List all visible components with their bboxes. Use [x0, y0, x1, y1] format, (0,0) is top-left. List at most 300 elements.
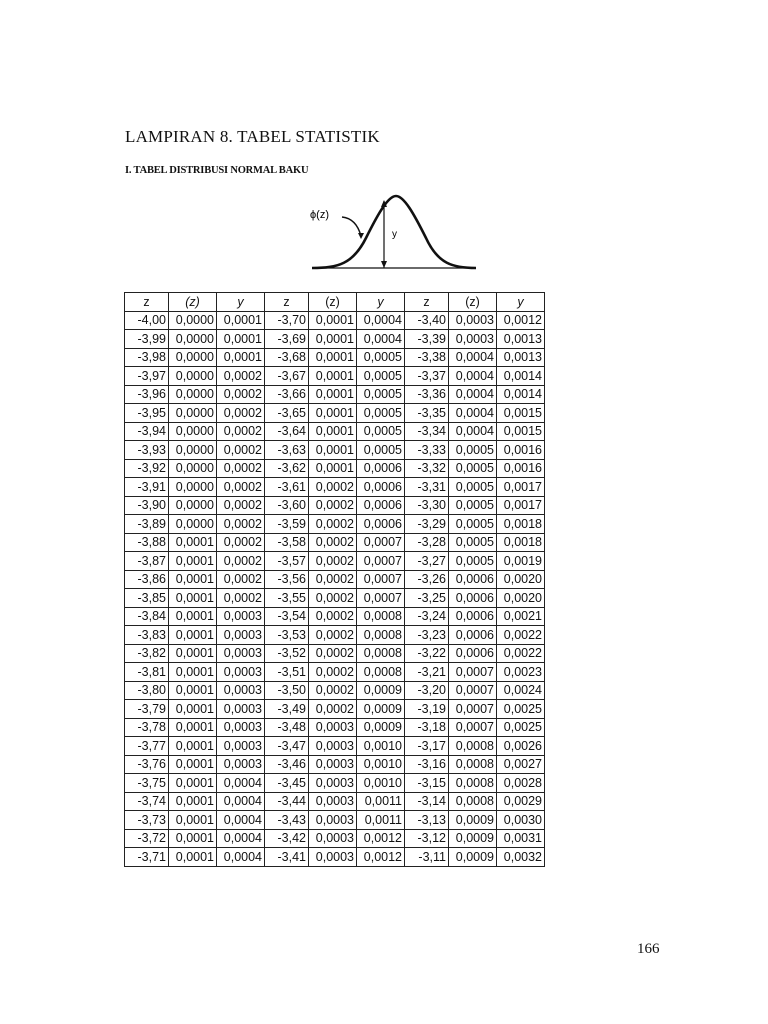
- table-cell: -3,50: [265, 681, 309, 700]
- table-cell: 0,0003: [217, 700, 265, 719]
- table-cell: -3,15: [405, 774, 449, 793]
- table-cell: 0,0001: [309, 311, 357, 330]
- table-cell: -3,94: [125, 422, 169, 441]
- table-cell: -3,29: [405, 515, 449, 534]
- table-cell: -3,59: [265, 515, 309, 534]
- table-cell: 0,0003: [217, 663, 265, 682]
- table-cell: -3,72: [125, 829, 169, 848]
- table-cell: -3,18: [405, 718, 449, 737]
- table-cell: -3,35: [405, 404, 449, 423]
- table-cell: 0,0004: [357, 311, 405, 330]
- table-cell: -3,39: [405, 330, 449, 349]
- table-row: [125, 311, 545, 330]
- table-cell: -4,00: [125, 311, 169, 330]
- phi-pointer-arrowhead: [358, 233, 364, 239]
- header-phi-z: (z): [169, 293, 217, 312]
- table-cell: -3,75: [125, 774, 169, 793]
- table-cell: -3,77: [125, 737, 169, 756]
- table-row: [125, 404, 545, 423]
- table-row: [125, 737, 545, 756]
- table-cell: 0,0012: [357, 829, 405, 848]
- table-cell: 0,0001: [169, 774, 217, 793]
- table-row: [125, 385, 545, 404]
- table-cell: 0,0002: [309, 626, 357, 645]
- table-cell: -3,49: [265, 700, 309, 719]
- table-cell: 0,0001: [169, 626, 217, 645]
- table-cell: 0,0000: [169, 348, 217, 367]
- table-cell: 0,0001: [169, 589, 217, 608]
- table-cell: 0,0004: [449, 422, 497, 441]
- table-cell: -3,80: [125, 681, 169, 700]
- table-cell: 0,0002: [309, 607, 357, 626]
- table-cell: 0,0001: [309, 404, 357, 423]
- table-cell: 0,0003: [217, 626, 265, 645]
- table-cell: 0,0005: [357, 367, 405, 386]
- table-cell: 0,0000: [169, 459, 217, 478]
- table-cell: -3,55: [265, 589, 309, 608]
- table-cell: 0,0003: [217, 607, 265, 626]
- table-row: [125, 681, 545, 700]
- table-cell: -3,38: [405, 348, 449, 367]
- table-cell: 0,0002: [217, 570, 265, 589]
- table-cell: 0,0000: [169, 330, 217, 349]
- table-row: [125, 663, 545, 682]
- table-row: [125, 755, 545, 774]
- table-cell: -3,60: [265, 496, 309, 515]
- table-cell: -3,97: [125, 367, 169, 386]
- table-cell: -3,66: [265, 385, 309, 404]
- table-cell: 0,0007: [449, 681, 497, 700]
- table-cell: 0,0000: [169, 515, 217, 534]
- table-cell: -3,91: [125, 478, 169, 497]
- table-cell: 0,0004: [217, 848, 265, 867]
- table-cell: 0,0001: [309, 367, 357, 386]
- table-cell: 0,0009: [357, 700, 405, 719]
- table-cell: 0,0009: [449, 811, 497, 830]
- table-cell: 0,0021: [497, 607, 545, 626]
- table-cell: -3,56: [265, 570, 309, 589]
- table-cell: -3,44: [265, 792, 309, 811]
- table-cell: 0,0000: [169, 441, 217, 460]
- table-cell: 0,0009: [449, 848, 497, 867]
- table-cell: -3,67: [265, 367, 309, 386]
- table-cell: 0,0004: [449, 404, 497, 423]
- table-cell: 0,0003: [217, 737, 265, 756]
- table-cell: 0,0002: [217, 404, 265, 423]
- table-cell: -3,36: [405, 385, 449, 404]
- table-cell: 0,0005: [449, 478, 497, 497]
- table-cell: -3,84: [125, 607, 169, 626]
- header-phi-z: (z): [449, 293, 497, 312]
- table-row: [125, 348, 545, 367]
- table-cell: -3,88: [125, 533, 169, 552]
- table-cell: -3,70: [265, 311, 309, 330]
- table-cell: 0,0005: [449, 441, 497, 460]
- table-row: [125, 422, 545, 441]
- table-cell: 0,0008: [357, 607, 405, 626]
- table-cell: 0,0000: [169, 404, 217, 423]
- table-row: [125, 774, 545, 793]
- table-cell: -3,25: [405, 589, 449, 608]
- table-cell: 0,0004: [217, 774, 265, 793]
- table-cell: 0,0001: [309, 422, 357, 441]
- table-cell: 0,0011: [357, 811, 405, 830]
- table-cell: 0,0017: [497, 496, 545, 515]
- table-cell: 0,0005: [449, 459, 497, 478]
- table-cell: -3,99: [125, 330, 169, 349]
- table-cell: 0,0005: [449, 533, 497, 552]
- table-cell: 0,0013: [497, 330, 545, 349]
- table-cell: 0,0002: [217, 367, 265, 386]
- table-cell: -3,33: [405, 441, 449, 460]
- table-cell: 0,0009: [357, 718, 405, 737]
- table-cell: -3,76: [125, 755, 169, 774]
- table-cell: 0,0003: [217, 644, 265, 663]
- normal-curve-figure: [308, 188, 480, 276]
- table-cell: -3,12: [405, 829, 449, 848]
- table-row: [125, 367, 545, 386]
- table-cell: -3,86: [125, 570, 169, 589]
- table-cell: 0,0002: [217, 385, 265, 404]
- table-cell: 0,0002: [309, 700, 357, 719]
- table-cell: 0,0010: [357, 774, 405, 793]
- table-cell: 0,0002: [309, 533, 357, 552]
- table-cell: 0,0006: [449, 626, 497, 645]
- table-cell: 0,0002: [217, 422, 265, 441]
- table-cell: 0,0006: [357, 478, 405, 497]
- table-cell: 0,0006: [357, 496, 405, 515]
- table-cell: 0,0002: [217, 478, 265, 497]
- table-cell: 0,0006: [357, 515, 405, 534]
- table-cell: -3,13: [405, 811, 449, 830]
- table-cell: -3,27: [405, 552, 449, 571]
- table-cell: 0,0007: [449, 718, 497, 737]
- table-cell: 0,0002: [217, 496, 265, 515]
- header-y: y: [497, 293, 545, 312]
- table-cell: -3,85: [125, 589, 169, 608]
- table-cell: -3,26: [405, 570, 449, 589]
- table-row: [125, 589, 545, 608]
- table-cell: 0,0006: [449, 589, 497, 608]
- header-z: z: [265, 293, 309, 312]
- table-cell: 0,0008: [357, 626, 405, 645]
- y-arrow-bottom: [381, 261, 387, 268]
- table-cell: 0,0000: [169, 385, 217, 404]
- table-cell: -3,83: [125, 626, 169, 645]
- table-cell: 0,0000: [169, 311, 217, 330]
- table-cell: -3,20: [405, 681, 449, 700]
- table-cell: 0,0001: [169, 737, 217, 756]
- table-cell: 0,0015: [497, 404, 545, 423]
- table-cell: -3,69: [265, 330, 309, 349]
- table-cell: 0,0023: [497, 663, 545, 682]
- table-cell: 0,0031: [497, 829, 545, 848]
- table-cell: -3,57: [265, 552, 309, 571]
- table-cell: 0,0025: [497, 718, 545, 737]
- header-phi-z: (z): [309, 293, 357, 312]
- table-cell: 0,0014: [497, 367, 545, 386]
- table-cell: -3,79: [125, 700, 169, 719]
- table-cell: 0,0011: [357, 792, 405, 811]
- table-row: [125, 811, 545, 830]
- table-cell: 0,0000: [169, 496, 217, 515]
- page-title: LAMPIRAN 8. TABEL STATISTIK: [125, 127, 380, 146]
- table-cell: 0,0026: [497, 737, 545, 756]
- table-cell: 0,0029: [497, 792, 545, 811]
- table-cell: -3,87: [125, 552, 169, 571]
- table-cell: 0,0002: [309, 478, 357, 497]
- table-cell: -3,92: [125, 459, 169, 478]
- table-cell: -3,61: [265, 478, 309, 497]
- table-cell: 0,0004: [217, 811, 265, 830]
- table-cell: 0,0001: [169, 681, 217, 700]
- table-cell: 0,0003: [309, 848, 357, 867]
- table-cell: 0,0002: [309, 570, 357, 589]
- table-cell: 0,0032: [497, 848, 545, 867]
- header-z: z: [405, 293, 449, 312]
- table-cell: 0,0016: [497, 459, 545, 478]
- table-cell: 0,0030: [497, 811, 545, 830]
- table-row: [125, 459, 545, 478]
- table-cell: -3,19: [405, 700, 449, 719]
- table-cell: 0,0020: [497, 589, 545, 608]
- table-cell: 0,0008: [449, 755, 497, 774]
- table-row: [125, 441, 545, 460]
- table-cell: 0,0002: [217, 459, 265, 478]
- table-cell: -3,30: [405, 496, 449, 515]
- table-cell: 0,0001: [169, 663, 217, 682]
- table-cell: 0,0020: [497, 570, 545, 589]
- table-cell: -3,48: [265, 718, 309, 737]
- table-cell: 0,0010: [357, 755, 405, 774]
- table-cell: 0,0004: [217, 829, 265, 848]
- table-cell: 0,0001: [217, 330, 265, 349]
- table-row: [125, 496, 545, 515]
- table-cell: 0,0005: [357, 385, 405, 404]
- table-cell: -3,32: [405, 459, 449, 478]
- table-cell: -3,22: [405, 644, 449, 663]
- table-cell: 0,0002: [309, 681, 357, 700]
- table-cell: -3,23: [405, 626, 449, 645]
- table-cell: 0,0002: [217, 441, 265, 460]
- table-cell: 0,0002: [309, 663, 357, 682]
- table-cell: 0,0005: [449, 496, 497, 515]
- table-cell: 0,0001: [309, 441, 357, 460]
- table-cell: -3,71: [125, 848, 169, 867]
- table-cell: 0,0003: [309, 737, 357, 756]
- table-cell: -3,73: [125, 811, 169, 830]
- table-cell: 0,0002: [309, 496, 357, 515]
- table-cell: 0,0006: [357, 459, 405, 478]
- normal-distribution-table: [124, 292, 545, 867]
- table-row: [125, 718, 545, 737]
- table-row: [125, 829, 545, 848]
- table-cell: 0,0009: [357, 681, 405, 700]
- table-cell: 0,0001: [169, 552, 217, 571]
- table-cell: 0,0009: [449, 829, 497, 848]
- table-cell: -3,74: [125, 792, 169, 811]
- table-cell: 0,0003: [309, 755, 357, 774]
- table-cell: -3,46: [265, 755, 309, 774]
- table-header-row: [125, 293, 545, 312]
- table-cell: 0,0002: [309, 515, 357, 534]
- table-cell: -3,62: [265, 459, 309, 478]
- table-cell: 0,0012: [497, 311, 545, 330]
- table-cell: -3,16: [405, 755, 449, 774]
- table-cell: -3,42: [265, 829, 309, 848]
- table-cell: 0,0007: [357, 552, 405, 571]
- table-cell: -3,14: [405, 792, 449, 811]
- table-cell: 0,0003: [309, 829, 357, 848]
- table-cell: 0,0028: [497, 774, 545, 793]
- table-cell: -3,28: [405, 533, 449, 552]
- table-cell: 0,0008: [449, 737, 497, 756]
- table-cell: 0,0002: [309, 644, 357, 663]
- table-cell: 0,0014: [497, 385, 545, 404]
- table-cell: -3,47: [265, 737, 309, 756]
- table-cell: 0,0001: [309, 348, 357, 367]
- table-row: [125, 515, 545, 534]
- table-cell: 0,0003: [309, 811, 357, 830]
- table-cell: 0,0024: [497, 681, 545, 700]
- table-cell: 0,0004: [449, 385, 497, 404]
- table-cell: 0,0003: [217, 718, 265, 737]
- phi-label: ϕ(z): [310, 209, 329, 221]
- table-cell: 0,0005: [357, 441, 405, 460]
- table-cell: -3,34: [405, 422, 449, 441]
- table-cell: 0,0001: [217, 348, 265, 367]
- table-cell: 0,0000: [169, 367, 217, 386]
- table-cell: -3,81: [125, 663, 169, 682]
- table-cell: 0,0027: [497, 755, 545, 774]
- table-cell: 0,0013: [497, 348, 545, 367]
- table-cell: 0,0003: [217, 755, 265, 774]
- table-cell: 0,0022: [497, 626, 545, 645]
- table-cell: -3,21: [405, 663, 449, 682]
- table-cell: 0,0022: [497, 644, 545, 663]
- table-cell: 0,0007: [357, 533, 405, 552]
- table-cell: 0,0006: [449, 570, 497, 589]
- table-cell: 0,0008: [357, 663, 405, 682]
- header-y: y: [217, 293, 265, 312]
- table-cell: 0,0001: [309, 330, 357, 349]
- table-cell: 0,0007: [357, 570, 405, 589]
- table-cell: 0,0001: [169, 607, 217, 626]
- table-cell: 0,0001: [169, 829, 217, 848]
- table-cell: -3,17: [405, 737, 449, 756]
- table-cell: -3,53: [265, 626, 309, 645]
- table-cell: -3,52: [265, 644, 309, 663]
- table-cell: -3,64: [265, 422, 309, 441]
- table-row: [125, 644, 545, 663]
- table-cell: 0,0016: [497, 441, 545, 460]
- table-row: [125, 552, 545, 571]
- table-cell: -3,40: [405, 311, 449, 330]
- table-row: [125, 848, 545, 867]
- table-cell: 0,0003: [449, 330, 497, 349]
- table-row: [125, 792, 545, 811]
- table-cell: 0,0002: [309, 552, 357, 571]
- table-cell: -3,68: [265, 348, 309, 367]
- table-row: [125, 533, 545, 552]
- table-cell: -3,51: [265, 663, 309, 682]
- table-cell: 0,0004: [357, 330, 405, 349]
- table-cell: 0,0004: [449, 348, 497, 367]
- table-cell: 0,0005: [449, 552, 497, 571]
- table-cell: -3,24: [405, 607, 449, 626]
- table-cell: 0,0001: [169, 755, 217, 774]
- table-cell: 0,0001: [169, 570, 217, 589]
- table-cell: 0,0025: [497, 700, 545, 719]
- table-cell: 0,0006: [449, 644, 497, 663]
- table-cell: -3,43: [265, 811, 309, 830]
- table-cell: -3,93: [125, 441, 169, 460]
- table-row: [125, 570, 545, 589]
- table-cell: 0,0010: [357, 737, 405, 756]
- table-cell: 0,0001: [169, 533, 217, 552]
- table-cell: -3,90: [125, 496, 169, 515]
- table-cell: 0,0005: [357, 404, 405, 423]
- table-cell: 0,0001: [169, 848, 217, 867]
- table-cell: -3,58: [265, 533, 309, 552]
- table-cell: 0,0001: [169, 718, 217, 737]
- table-cell: -3,96: [125, 385, 169, 404]
- table-cell: 0,0003: [309, 718, 357, 737]
- table-cell: 0,0008: [449, 774, 497, 793]
- table-cell: 0,0001: [169, 700, 217, 719]
- table-row: [125, 700, 545, 719]
- table-cell: 0,0001: [217, 311, 265, 330]
- table-cell: 0,0018: [497, 515, 545, 534]
- table-cell: 0,0002: [217, 552, 265, 571]
- table-cell: -3,98: [125, 348, 169, 367]
- table-row: [125, 478, 545, 497]
- table-cell: -3,45: [265, 774, 309, 793]
- header-z: z: [125, 293, 169, 312]
- table-cell: 0,0003: [309, 792, 357, 811]
- table-cell: 0,0007: [357, 589, 405, 608]
- table-cell: -3,78: [125, 718, 169, 737]
- table-cell: -3,11: [405, 848, 449, 867]
- table-cell: 0,0003: [309, 774, 357, 793]
- table-row: [125, 607, 545, 626]
- table-cell: 0,0012: [357, 848, 405, 867]
- table-cell: -3,37: [405, 367, 449, 386]
- table-cell: 0,0000: [169, 478, 217, 497]
- table-cell: 0,0001: [169, 792, 217, 811]
- table-cell: 0,0002: [309, 589, 357, 608]
- table-cell: 0,0001: [309, 385, 357, 404]
- table-cell: 0,0008: [357, 644, 405, 663]
- table-cell: 0,0004: [449, 367, 497, 386]
- table-cell: 0,0015: [497, 422, 545, 441]
- table-cell: 0,0002: [217, 533, 265, 552]
- page-number: 166: [637, 941, 660, 957]
- table-row: [125, 626, 545, 645]
- table-cell: 0,0003: [217, 681, 265, 700]
- table-cell: 0,0017: [497, 478, 545, 497]
- table-row: [125, 330, 545, 349]
- table-cell: 0,0007: [449, 663, 497, 682]
- section-heading: I. TABEL DISTRIBUSI NORMAL BAKU: [125, 165, 309, 176]
- table-cell: 0,0002: [217, 515, 265, 534]
- table-cell: 0,0007: [449, 700, 497, 719]
- table-cell: 0,0003: [449, 311, 497, 330]
- table-cell: 0,0004: [217, 792, 265, 811]
- table-cell: -3,54: [265, 607, 309, 626]
- table-cell: 0,0018: [497, 533, 545, 552]
- table-cell: 0,0006: [449, 607, 497, 626]
